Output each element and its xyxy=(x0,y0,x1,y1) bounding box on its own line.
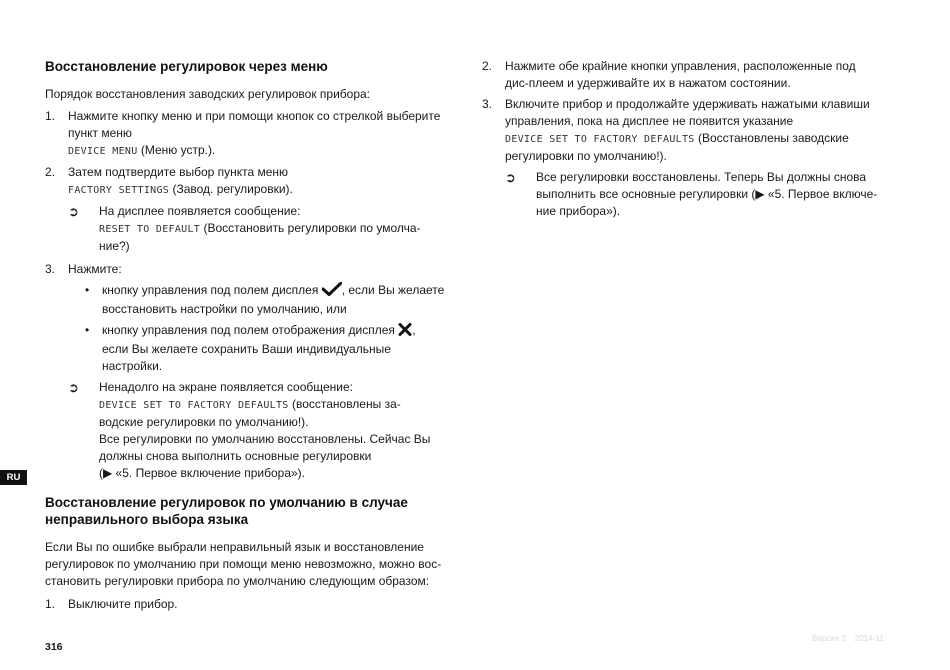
right-column xyxy=(482,58,882,224)
display-code: DEVICE SET TO FACTORY DEFAULTS xyxy=(99,400,289,411)
result-arrow-icon: ➲ xyxy=(505,170,516,185)
language-paragraph: Если Вы по ошибке выбрали неправильный язык и восстановление регулировок по умолчанию при помощи меню невозможно, можно вос-становить регулировки прибора по умолчанию следующим образом: xyxy=(45,540,442,588)
bullet-dot: • xyxy=(85,283,90,297)
version-date: 2014-11 xyxy=(854,634,884,643)
version-label: Версия 2 xyxy=(812,634,846,643)
step-suffix: (Восстановлены заводские регулировки по умолчанию!). xyxy=(505,131,849,163)
step-number: 2. xyxy=(482,59,493,73)
step-item xyxy=(45,164,445,199)
step-text: Включите прибор и продолжайте удерживать нажатыми клавиши управления, пока на дисплее не появится указание xyxy=(505,97,870,128)
intro-paragraph: Порядок восстановления заводских регулировок прибора: xyxy=(45,87,371,101)
left-column xyxy=(45,58,445,617)
bullet-text: , если Вы желаете сохранить Ваши индивидуальные настройки. xyxy=(102,323,416,373)
step-item xyxy=(482,58,882,92)
result-item xyxy=(68,379,445,482)
step-text: Нажмите обе крайние кнопки управления, расположенные под дис-плеем и удерживайте их в нажатом состоянии. xyxy=(505,59,856,90)
cross-reference: (▶ «5. Первое включение прибора»). xyxy=(99,466,306,480)
bullet-text: кнопку управления под полем дисплея xyxy=(102,283,322,297)
step-text: Нажмите: xyxy=(68,262,122,276)
checkmark-icon xyxy=(322,282,342,301)
section-heading-menu-reset: Восстановление регулировок через меню xyxy=(45,59,328,74)
language-tab: RU xyxy=(0,470,27,485)
version-info xyxy=(812,634,892,643)
result-arrow-icon: ➲ xyxy=(68,204,79,219)
step-item xyxy=(45,261,445,278)
display-code: DEVICE MENU xyxy=(68,146,138,157)
result-item xyxy=(68,203,445,255)
result-suffix: (восстановлены за-водские регулировки по умолчанию!). xyxy=(99,397,401,429)
section-heading-wrong-language: Восстановление регулировок по умолчанию в случае неправильного выбора языка xyxy=(45,495,408,527)
step-item xyxy=(482,96,882,165)
cross-icon xyxy=(398,323,412,341)
bullet-text: кнопку управления под полем отображения дисплея xyxy=(102,323,399,337)
bullet-item xyxy=(68,322,445,375)
display-code: DEVICE SET TO FACTORY DEFAULTS xyxy=(505,134,695,145)
step-suffix: (Завод. регулировки). xyxy=(169,182,293,196)
result-item xyxy=(505,169,882,220)
step-number: 1. xyxy=(45,109,56,123)
display-code: FACTORY SETTINGS xyxy=(68,185,170,196)
step-item xyxy=(45,596,445,613)
step-number: 2. xyxy=(45,165,56,179)
step-number: 3. xyxy=(45,262,56,276)
bullet-text: , если Вы желаете восстановить настройки по умолчанию, или xyxy=(102,283,445,316)
step-text: Нажмите кнопку меню и при помощи кнопок со стрелкой выберите пункт меню xyxy=(68,109,441,140)
bullet-item xyxy=(68,282,445,318)
result-text: Все регулировки восстановлены. Теперь Вы должны снова выполнить все основные регулировки (▶ «5. Первое включе-ние прибора»). xyxy=(536,170,878,218)
result-text: Все регулировки по умолчанию восстановлены. Сейчас Вы должны снова выполнить основные регулировки xyxy=(99,432,431,463)
display-code: RESET TO DEFAULT xyxy=(99,224,201,235)
page-number: 316 xyxy=(45,641,63,653)
result-suffix: (Восстановить регулировки по умолча-ние?) xyxy=(99,221,421,253)
step-text: Затем подтвердите выбор пункта меню xyxy=(68,165,289,179)
result-text: Ненадолго на экране появляется сообщение: xyxy=(99,380,354,394)
step-number: 1. xyxy=(45,597,56,611)
step-item xyxy=(45,108,445,160)
step-suffix: (Меню устр.). xyxy=(137,143,216,157)
result-text: На дисплее появляется сообщение: xyxy=(99,204,301,218)
bullet-dot: • xyxy=(85,323,90,337)
result-arrow-icon: ➲ xyxy=(68,380,79,395)
step-number: 3. xyxy=(482,97,493,111)
step-text: Выключите прибор. xyxy=(68,597,178,611)
